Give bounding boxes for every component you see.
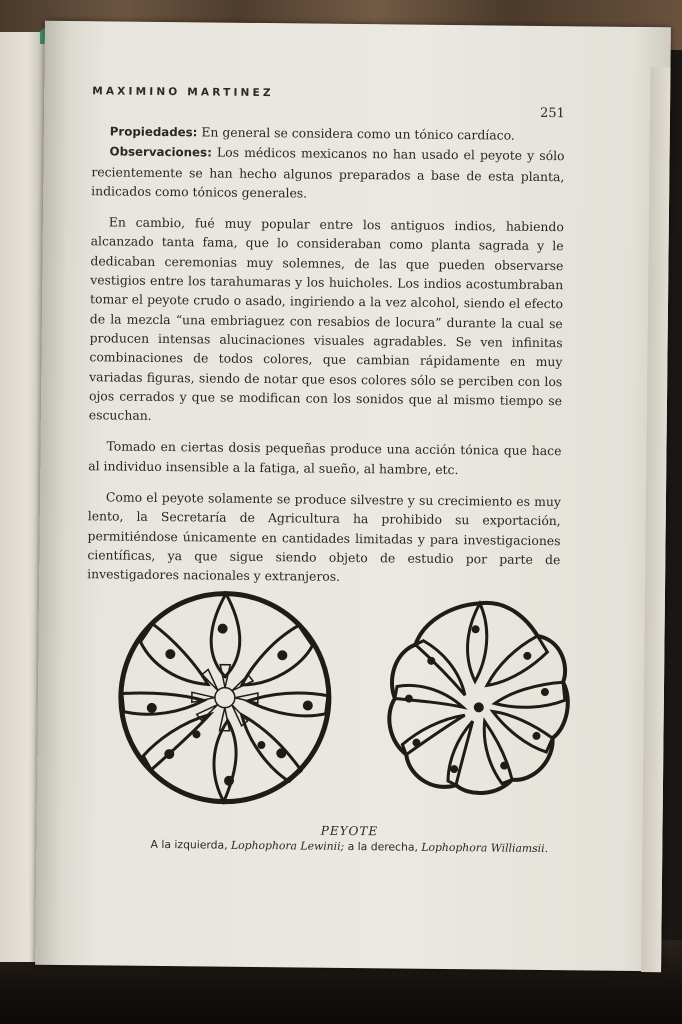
peyote-illustration bbox=[111, 583, 593, 818]
paragraph-tonic-dose: Tomado en ciertas dosis pequeñas produce una acción tónica que hace al individuo insensible a la fatiga, al sueño, al hambre, etc. bbox=[88, 438, 562, 477]
observaciones-label: Observaciones: bbox=[109, 144, 212, 160]
paragraph-export-ban: Como el peyote solamente se produce silvestre y su crecimiento es muy lento, la Secretaría de Agricultura ha prohibido su exportación, permitiéndose únicamente en cantidades limitadas y para investigaciones científicas, ya que sigue siendo objeto de estudio por parte de investigadores nacionales y extranjeros. bbox=[87, 489, 562, 585]
page-number: 251 bbox=[539, 105, 565, 122]
body-text bbox=[87, 121, 565, 588]
caption-left-species: Lophophora Lewinii; bbox=[230, 838, 345, 853]
figure-title: PEYOTE bbox=[320, 823, 379, 839]
caption-prefix: A la izquierda, bbox=[150, 837, 232, 852]
caption-middle: a la derecha, bbox=[344, 839, 422, 854]
book-page bbox=[35, 21, 671, 972]
propiedades-text: En general se considera como un tónico cardíaco. bbox=[197, 124, 515, 143]
running-head: MAXIMINO MARTINEZ bbox=[92, 85, 274, 100]
lophophora-williamsii-drawing bbox=[389, 602, 569, 794]
propiedades-label: Propiedades: bbox=[109, 124, 198, 140]
observaciones-paragraph bbox=[91, 142, 565, 206]
lophophora-lewinii-drawing bbox=[120, 593, 330, 803]
caption-right-species: Lophophora Williamsii. bbox=[421, 840, 549, 856]
observaciones-text: Los médicos mexicanos no han usado el peyote y sólo recientemente se han hecho algunos preparados a base de esta planta, indicados como tónicos generales. bbox=[91, 144, 565, 201]
paragraph-indian-use: En cambio, fué muy popular entre los antiguos indios, habiendo alcanzado tanta fama, que lo consideraban como planta sagrada y le dedicaban ceremonias muy solemnes, de las que pueden observarse vestigios entre los tarahumaras y los huicholes. Los indios acostumbraban tomar el peyote crudo o asado, ingiriendo a la vez alcohol, siendo el efecto de la mezcla “una embriaguez con resabios de locura” durante la cual se producen intensas alucinaciones visuales agradables. Se ven infinitas combinaciones de todos colores, que cambian rápidamente en muy variadas figuras, siendo de notar que esos colores sólo se perciben con los ojos cerrados y que se modifican con los sonidos que al mismo tiempo se escuchan. bbox=[88, 214, 564, 424]
